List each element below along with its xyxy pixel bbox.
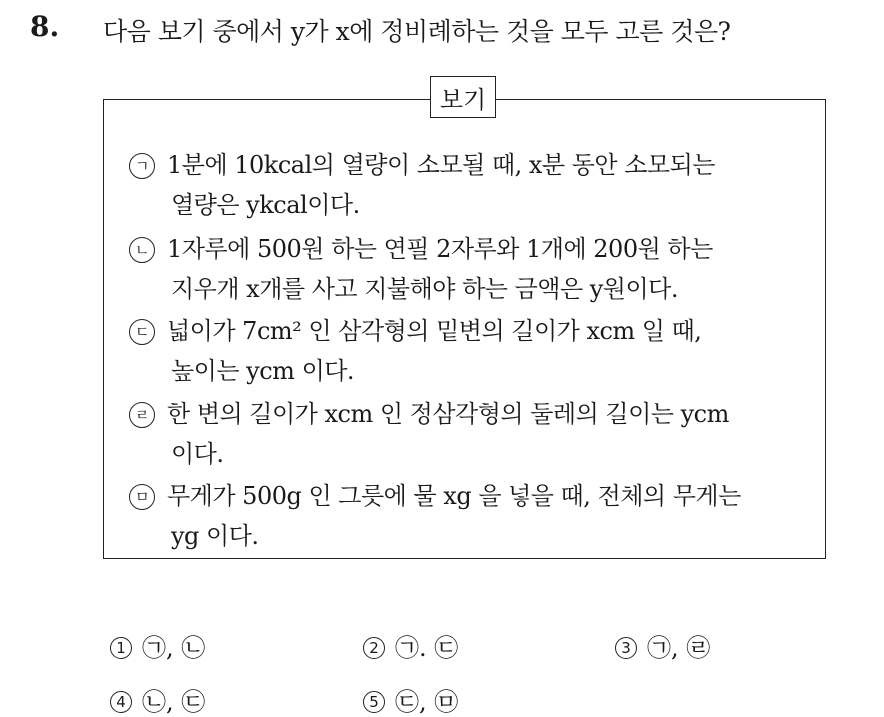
item-mark-circle: ㄱ [129, 153, 155, 179]
choice-number: 1 [110, 637, 132, 659]
question-number: 8. [30, 10, 60, 43]
example-box-label: 보기 [430, 76, 496, 118]
item-mark-circle: ㄷ [129, 319, 155, 345]
item-line-1: 넓이가 7cm² 인 삼각형의 밑변의 길이가 xcm 일 때, [167, 317, 702, 345]
answer-choice-5[interactable] [363, 682, 458, 717]
item-line-2: 이다. [171, 440, 224, 468]
item-line-2: 열량은 ykcal이다. [171, 191, 360, 219]
answer-choice-3[interactable] [615, 628, 710, 663]
item-mark-circle: ㄴ [129, 237, 155, 263]
example-item-4 [129, 394, 729, 474]
question-text: 다음 보기 중에서 y가 x에 정비례하는 것을 모두 고른 것은? [103, 17, 731, 46]
answer-choice-4[interactable] [110, 682, 205, 717]
choice-text: ㉠. ㉢ [395, 634, 459, 662]
item-line-2: yg 이다. [171, 522, 259, 550]
item-mark-circle: ㄹ [129, 402, 155, 428]
choice-number: 5 [363, 691, 385, 713]
item-line-1: 1분에 10kcal의 열량이 소모될 때, x분 동안 소모되는 [167, 151, 715, 179]
item-line-2: 지우개 x개를 사고 지불해야 하는 금액은 y원이다. [171, 275, 678, 303]
item-line-2: 높이는 ycm 이다. [171, 357, 355, 385]
item-line-1: 무게가 500g 인 그릇에 물 xg 을 넣을 때, 전체의 무게는 [167, 482, 741, 510]
item-line-1: 한 변의 길이가 xcm 인 정삼각형의 둘레의 길이는 ycm [167, 400, 729, 428]
choice-number: 3 [615, 637, 637, 659]
answer-choice-1[interactable] [110, 628, 205, 663]
choice-text: ㉢, ㉤ [395, 688, 459, 716]
answer-choice-2[interactable] [363, 628, 458, 663]
item-mark-circle: ㅁ [129, 484, 155, 510]
choice-text: ㉠, ㉣ [647, 634, 711, 662]
example-item-5 [129, 476, 741, 556]
choice-text: ㉡, ㉢ [142, 688, 206, 716]
example-item-2 [129, 229, 713, 309]
example-item-1 [129, 145, 715, 225]
choice-text: ㉠, ㉡ [142, 634, 206, 662]
example-item-3 [129, 311, 701, 391]
choice-number: 4 [110, 691, 132, 713]
item-line-1: 1자루에 500원 하는 연필 2자루와 1개에 200원 하는 [167, 235, 713, 263]
choice-number: 2 [363, 637, 385, 659]
